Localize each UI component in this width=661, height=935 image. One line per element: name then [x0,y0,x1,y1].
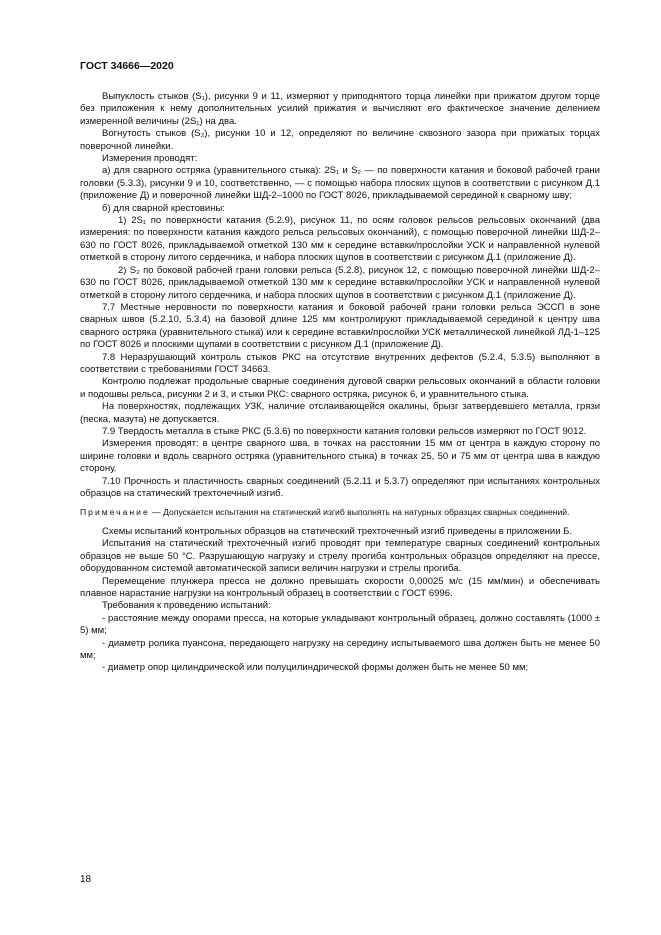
paragraph-block-main [80,91,600,500]
paragraph: Вогнутость стыков (S₂), рисунки 10 и 12, определяют по величине сквозного зазора при прижатых торцах поверочной линейки. [80,128,600,152]
paragraph: 2) S₂ по боковой рабочей грани головки рельса (5.2.8), рисунок 12, с помощью поверочной линейки ШД-2–630 по ГОСТ 8026, прикладываемой отметкой 130 мм к середине вставки/прослойки УСК и направленной нулевой отметкой в сторону литого сердечника, и набора плоских щупов в соответствии с рисунком Д.1 (приложение Д). [80,264,600,301]
document-body [80,91,600,675]
document-header: ГОСТ 34666—2020 [80,60,174,72]
note-label: Примечание [80,507,150,518]
paragraph: - диаметр опор цилиндрической или полуцилиндрической формы должен быть не менее 50 мм; [102,662,529,674]
paragraph-block-tests [80,526,600,675]
paragraph: 7.8 Неразрушающий контроль стыков РКС на отсутствие внутренних дефектов (5.2.4, 5.3.5) выполняют в соответствии с требованиями ГОСТ 34663. [80,351,600,375]
paragraph: Перемещение плунжера пресса не должно превышать скорости 0,00025 м/с (15 мм/мин) и обеспечивать плавное нарастание нагрузки на контрольный образец в соответствии с ГОСТ 6996. [80,575,600,600]
page-number: 18 [80,874,92,885]
paragraph: Контролю подлежат продольные сварные соединения дуговой сварки рельсовых окончаний в области головки и подошвы рельса, рисунки 2 и 3, и стыки РКС: сварного остряка, рисунок 6, и уравнительного стыка. [80,376,600,400]
paragraph: а) для сварного остряка (уравнительного стыка): 2S₁ и S₂ — по поверхности катания и боковой рабочей грани головки (5.3.3), рисунки 9 и 10, соответственно, — с помощью набора плоских щупов в соответствии с рисунком Д.1 (приложение Д) и поверочной линейки ШД-2–1000 по ГОСТ 8026, прикладываемой серединой к сварному шву; [80,165,600,202]
note [80,507,600,519]
paragraph: 7.10 Прочность и пластичность сварных соединений (5.2.11 и 5.3.7) определяют при испытаниях контрольных образцов на статический трехточечный изгиб. [80,475,600,499]
paragraph: Испытания на статический трехточечный изгиб проводят при температуре сварных соединений контрольных образцов не выше 50 °С. Разрушающую нагрузку и стрелу прогиба контрольных образцов определяют на прессе, оборудованном системой автоматической записи величин нагрузки и стрелы прогиба. [80,538,600,575]
paragraph: Требования к проведению испытаний: [102,600,271,612]
note-text: — Допускается испытания на статический изгиб выполнять на натурных образцах сварных соединений. [149,507,570,518]
paragraph: б) для сварной крестовины: [102,202,225,214]
paragraph: Измерения проводят: [102,153,198,165]
paragraph: - расстояние между опорами пресса, на которые укладывают контрольный образец, должно составлять (1000 ± 5) мм; [80,612,600,637]
paragraph: 7.9 Твердость металла в стыке РКС (5.3.6) по поверхности катания головки рельсов измеряют по ГОСТ 9012. [102,425,587,437]
paragraph: На поверхностях, подлежащих УЗК, наличие отслаивающейся окалины, брызг затвердевшего металла, грязи (песка, мазута) не допускается. [80,401,600,425]
paragraph: 7.7 Местные неровности по поверхности катания и боковой рабочей грани головки рельса ЭССП в зоне сварных швов (5.2.10, 5.3.4) на базовой длине 125 мм контролируют прикладываемой серединой к центру шва сварного остряка (уравнительного стыка) или к середине вставки/прослойки УСК металлической линейкой ЛД-1–125 по ГОСТ 8026 и плоскими щупами в соответствии с рисунком Д.1 (приложение Д). [80,301,600,351]
paragraph: - диаметр ролика пуансона, передающего нагрузку на середину испытываемого шва должен быть не менее 50 мм; [80,637,600,662]
paragraph: Выпуклость стыков (S₁), рисунки 9 и 11, измеряют у приподнятого торца линейки при прижатом другом торце без приложения к нему дополнительных усилий прижатия и вычисляют его фактическое значение делением измеренной величины (2S₁) на два. [80,91,600,127]
paragraph: Схемы испытаний контрольных образцов на статический трехточечный изгиб приведены в приложении Б. [102,526,573,537]
paragraph: 1) 2S₁ по поверхности катания (5.2.9), рисунок 11, по осям головок рельсов рельсовых окончаний (два измерения: по поверхности катания каждого рельса рельсовых окончаний), с помощью поверочной линейки ШД-2–630 по ГОСТ 8026, прикладываемой отметкой 130 мм к середине вставки/прослойки УСК и направленной нулевой отметкой в сторону литого сердечника, и набора плоских щупов в соответствии с рисунком Д.1 (приложение Д). [80,215,600,264]
paragraph: Измерения проводят: в центре сварного шва, в точках на расстоянии 15 мм от центра в каждую сторону по ширине головки и вдоль сварного остряка (уравнительного стыка) в точках 25, 50 и 75 мм от центра шва в каждую сторону. [80,438,600,475]
